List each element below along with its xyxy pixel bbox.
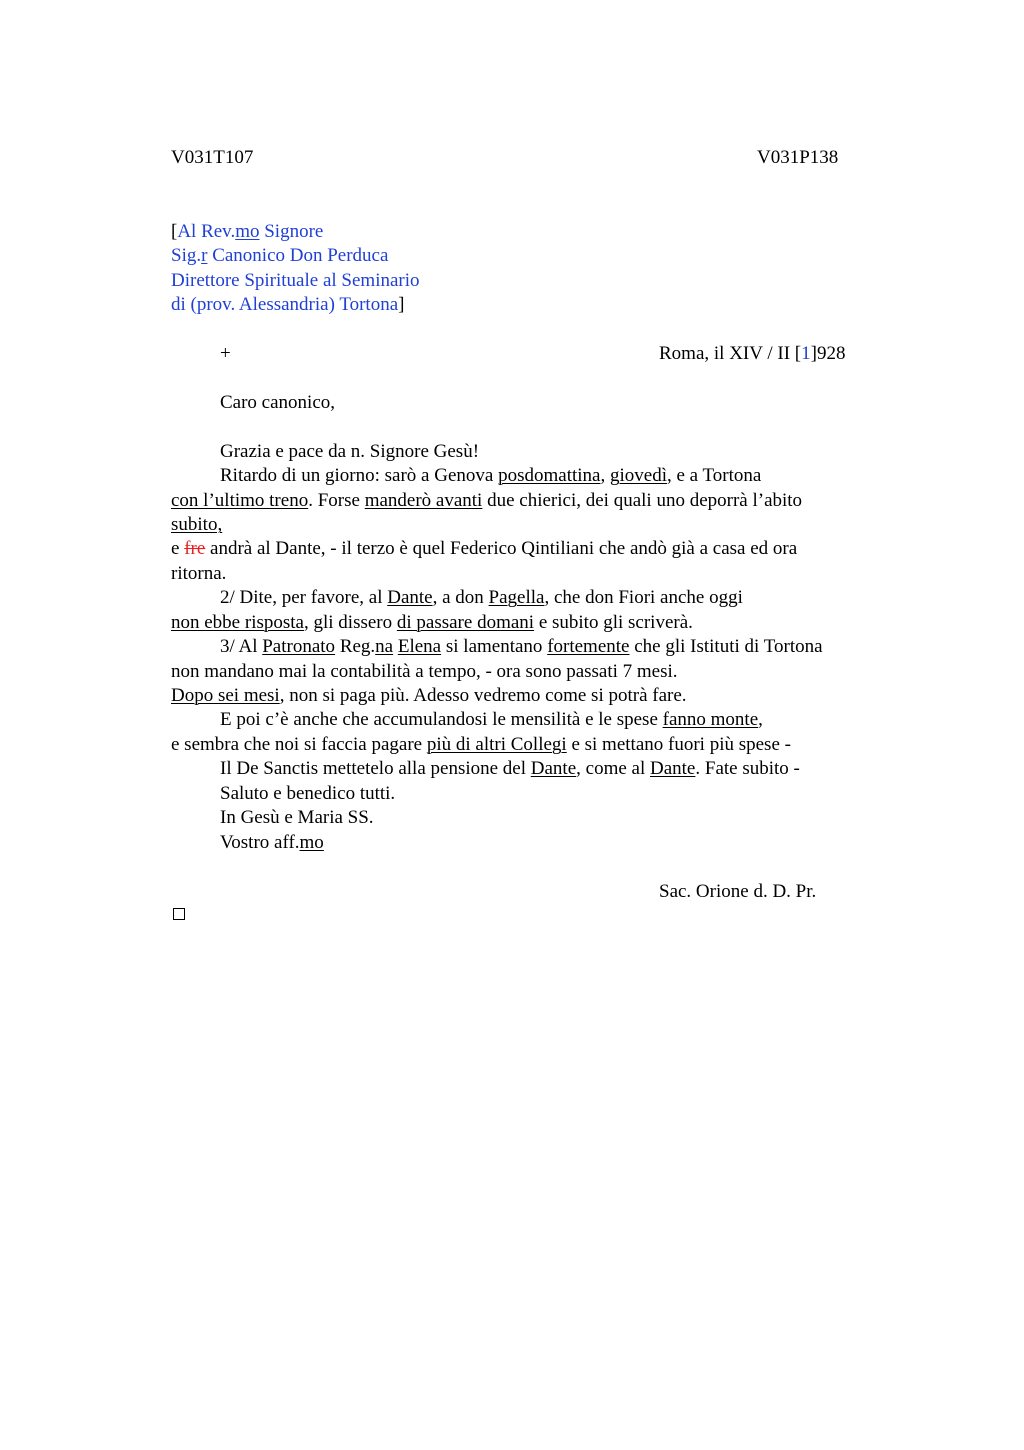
closing-line: In Gesù e Maria SS.: [220, 807, 374, 828]
body-line: Il De Sanctis mettetelo alla pensione del Dante, come al Dante. Fate subito -: [220, 758, 800, 779]
dateline: Roma, il XIV / II [1]928: [659, 343, 846, 364]
body-line: 3/ Al Patronato Reg.na Elena si lamentano fortemente che gli Istituti di Tortona: [220, 636, 823, 657]
address-line-3: Direttore Spirituale al Seminario: [171, 270, 420, 291]
closing-line: Saluto e benedico tutti.: [220, 783, 396, 804]
address-line-4: di (prov. Alessandria) Tortona]: [171, 294, 405, 315]
document-code-right: V031P138: [757, 147, 839, 168]
body-line: e fre andrà al Dante, - il terzo è quel Federico Qintiliani che andò già a casa ed ora: [171, 538, 798, 559]
signature: Sac. Orione d. D. Pr.: [659, 881, 817, 902]
salutation: Caro canonico,: [220, 392, 336, 413]
address-line-2: Sig.r Canonico Don Perduca: [171, 245, 389, 266]
body-line: Ritardo di un giorno: sarò a Genova posdomattina, giovedì, e a Tortona: [220, 465, 762, 486]
body-line: e sembra che noi si faccia pagare più di altri Collegi e si mettano fuori più spese -: [171, 734, 791, 755]
closing-line: Vostro aff.mo: [220, 832, 324, 853]
address-line-1: [Al Rev.mo Signore: [171, 221, 324, 242]
body-line: 2/ Dite, per favore, al Dante, a don Pagella, che don Fiori anche oggi: [220, 587, 743, 608]
body-line: non mandano mai la contabilità a tempo, - ora sono passati 7 mesi.: [171, 661, 678, 682]
document-code-left: V031T107: [171, 147, 254, 168]
body-line: non ebbe risposta, gli dissero di passare domani e subito gli scriverà.: [171, 612, 693, 633]
struck-text: fre: [184, 538, 206, 559]
end-marker-box: [173, 908, 185, 920]
body-line: ritorna.: [171, 563, 227, 584]
greeting: Grazia e pace da n. Signore Gesù!: [220, 441, 480, 462]
body-line: con l’ultimo treno. Forse manderò avanti due chierici, dei quali uno deporrà l’abito: [171, 490, 803, 511]
body-line: subito,: [171, 514, 223, 535]
body-line: E poi c’è anche che accumulandosi le mensilità e le spese fanno monte,: [220, 709, 763, 730]
cross-symbol: +: [220, 343, 231, 364]
body-line: Dopo sei mesi, non si paga più. Adesso vedremo come si potrà fare.: [171, 685, 687, 706]
